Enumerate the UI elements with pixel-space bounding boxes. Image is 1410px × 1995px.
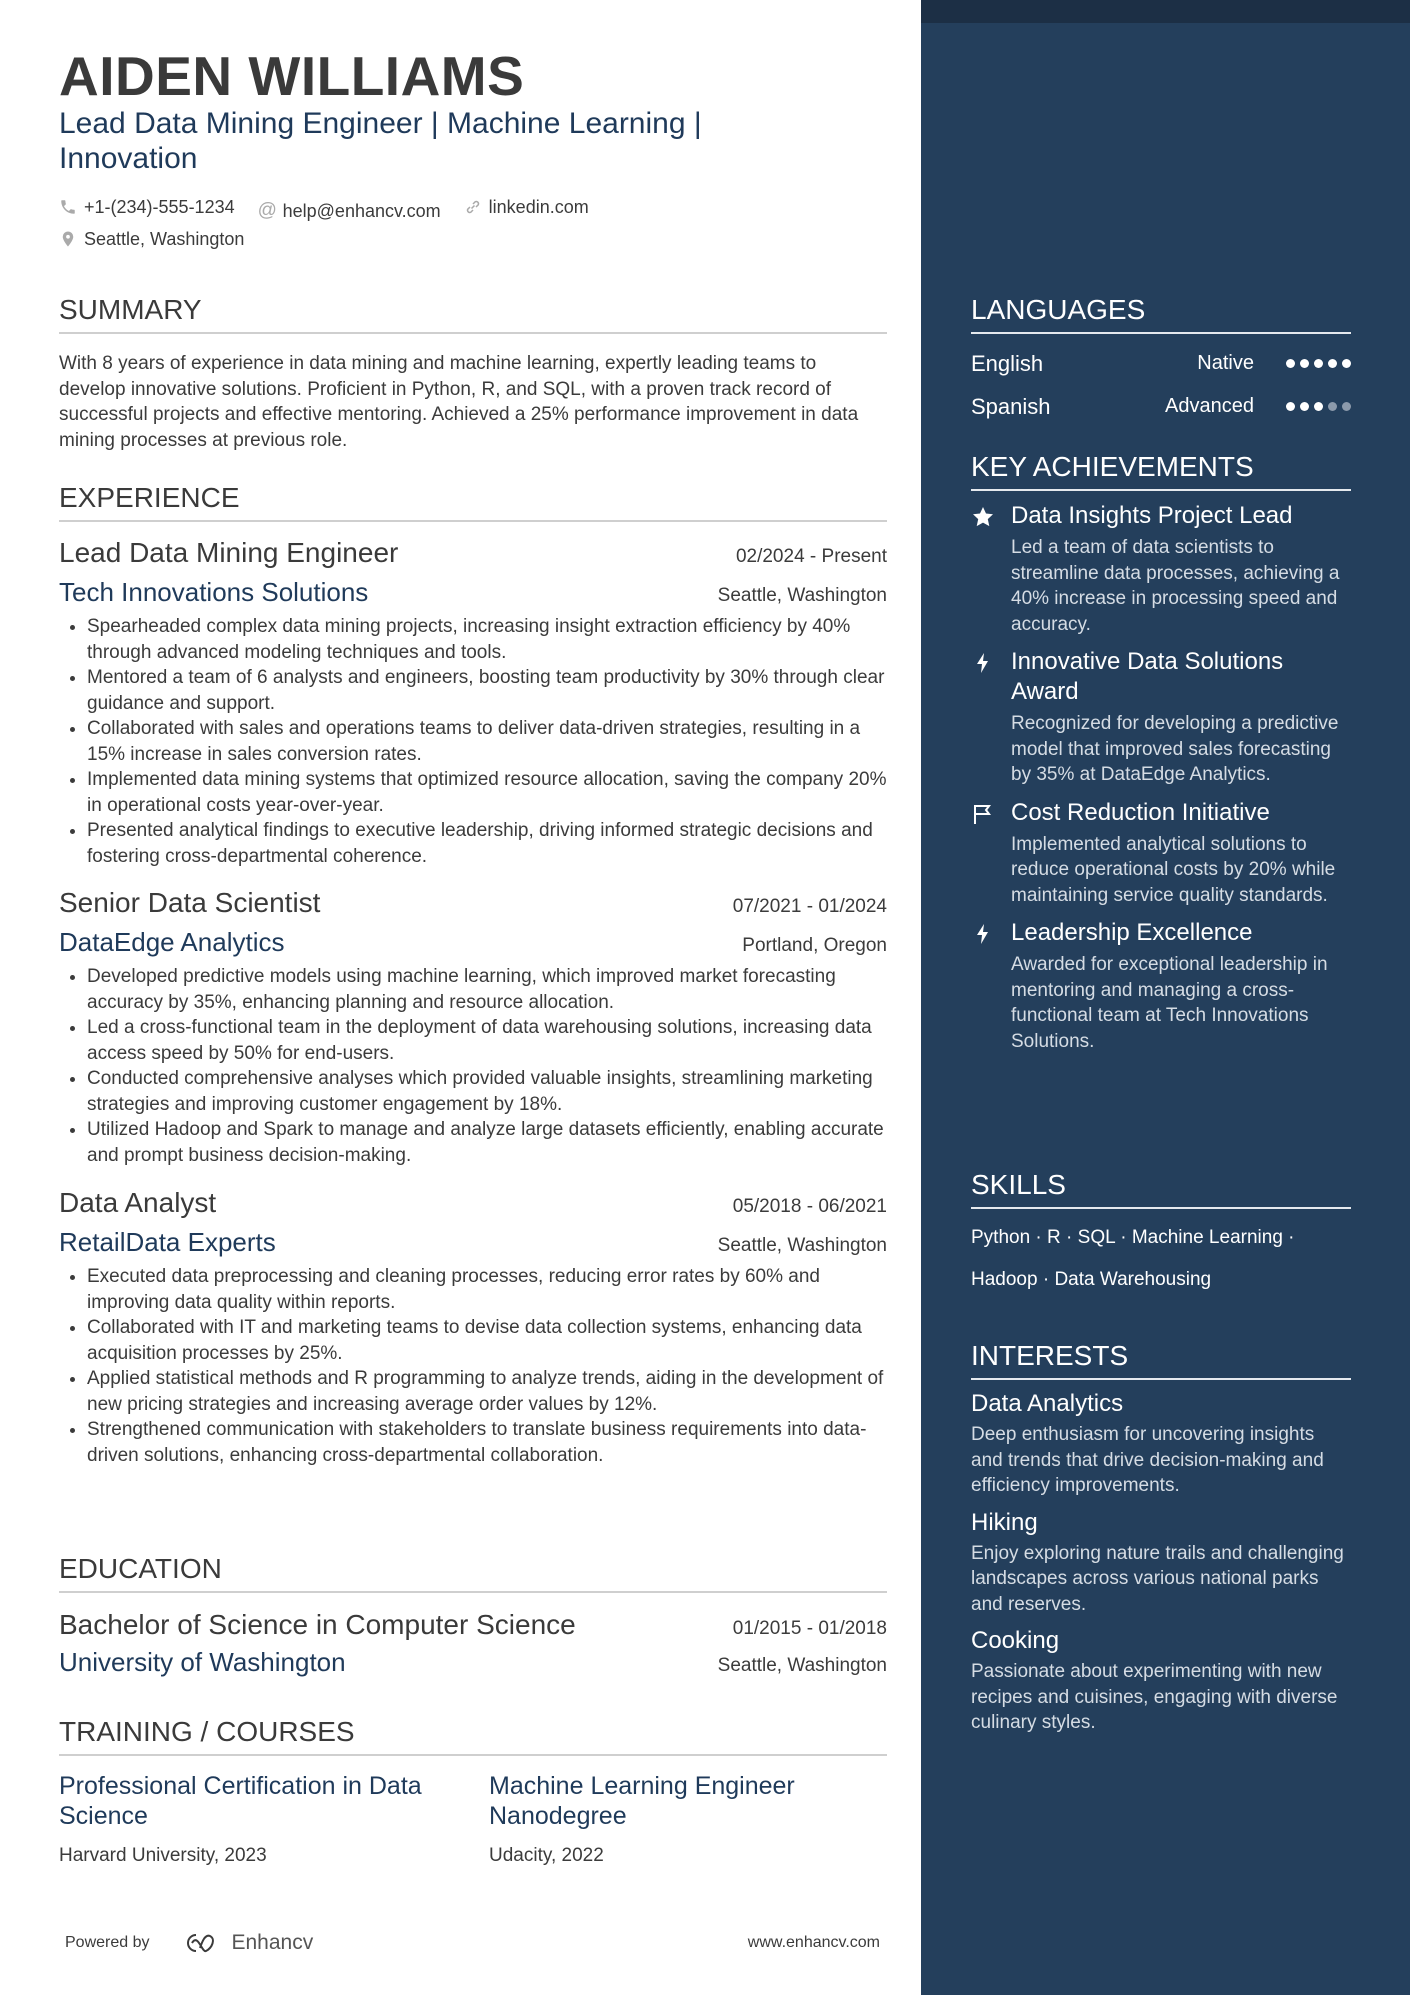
bolt-icon	[971, 651, 995, 675]
languages-heading: LANGUAGES	[971, 294, 1351, 334]
course-org: Harvard University, 2023	[59, 1845, 267, 1866]
enhancv-brand: Enhancv	[231, 1931, 314, 1954]
bullet-item: • Collaborated with sales and operations teams to deliver data-driven strategies, resulting in a 15% increase in sales conversion rates.	[87, 716, 887, 767]
language-item	[971, 342, 1351, 385]
bullet-item: • Collaborated with IT and marketing teams to devise data collection systems, enhancing data acquisition processes by 25%.	[87, 1315, 887, 1366]
skills-heading: SKILLS	[971, 1169, 1351, 1209]
job-title: Senior Data Scientist	[59, 887, 321, 918]
bullet-item: • Developed predictive models using machine learning, which improved market forecasting accuracy by 35%, enhancing planning and resource allocation.	[87, 964, 887, 1015]
sidebar-top-strip	[921, 0, 1410, 23]
education-location: Seattle, Washington	[717, 1655, 887, 1676]
interest-title: Cooking	[971, 1627, 1060, 1654]
education-heading: EDUCATION	[59, 1553, 887, 1593]
job-dates: 02/2024 - Present	[735, 546, 887, 567]
enhancv-logo-icon	[178, 1930, 224, 1956]
experience-heading: EXPERIENCE	[59, 482, 887, 522]
rating-dot	[1300, 359, 1309, 368]
achievements-section	[971, 451, 1351, 1054]
interest-desc: Enjoy exploring nature trails and challenging landscapes across various national parks and reserves.	[971, 1542, 1344, 1615]
footer-url[interactable]: www.enhancv.com	[747, 1934, 880, 1951]
achievement-title: Cost Reduction Initiative	[1011, 798, 1270, 826]
job-title: Lead Data Mining Engineer	[59, 537, 399, 568]
achievement-item	[971, 798, 1351, 909]
job-bullets	[59, 964, 887, 1168]
bullet-item: • Applied statistical methods and R programming to analyze trends, aiding in the development of new pricing strategies and increasing average order values by 12%.	[87, 1366, 887, 1417]
bolt-icon	[971, 922, 995, 946]
link-icon	[464, 198, 482, 216]
rating-dot	[1328, 359, 1337, 368]
job-entry	[59, 887, 887, 1168]
achievement-desc: Implemented analytical solutions to reduce operational costs by 20% while maintaining service quality standards.	[1011, 833, 1336, 906]
linkedin[interactable]: linkedin.com	[464, 193, 589, 221]
rating-dot	[1286, 402, 1295, 411]
skills-list	[971, 1217, 1351, 1301]
bullet-item: • Presented analytical findings to executive leadership, driving informed strategic decisions and fostering cross-departmental coherence.	[87, 818, 887, 869]
course-item	[489, 1771, 887, 1867]
contact-info	[59, 193, 607, 256]
bullet-item: • Spearheaded complex data mining projects, increasing insight extraction efficiency by 40% through advanced modeling techniques and tools.	[87, 614, 887, 665]
achievement-desc: Recognized for developing a predictive model that improved sales forecasting by 35% at DataEdge Analytics.	[1011, 713, 1339, 785]
school: University of Washington	[59, 1647, 346, 1677]
achievement-title: Leadership Excellence	[1011, 919, 1253, 946]
achievements-heading: KEY ACHIEVEMENTS	[971, 451, 1351, 491]
training-list	[59, 1771, 887, 1867]
language-level: Native	[1197, 352, 1254, 374]
interests-heading: INTERESTS	[971, 1340, 1351, 1380]
interest-item	[971, 1390, 1351, 1499]
job-entry	[59, 1187, 887, 1468]
job-bullets	[59, 614, 887, 869]
powered-by: Powered by	[65, 1934, 150, 1951]
course-item	[59, 1771, 489, 1867]
language-rating	[1286, 402, 1351, 411]
training-heading: TRAINING / COURSES	[59, 1716, 887, 1756]
achievement-item	[971, 501, 1351, 637]
rating-dot	[1342, 359, 1351, 368]
footer	[65, 1930, 880, 1956]
rating-dot	[1314, 359, 1323, 368]
job-location: Seattle, Washington	[717, 1235, 887, 1256]
rating-dot	[1286, 359, 1295, 368]
location-pin-icon	[59, 230, 77, 248]
bullet-item: • Conducted comprehensive analyses which provided valuable insights, streamlining marketing strategies and improving customer engagement by 18%.	[87, 1066, 887, 1117]
language-rating	[1286, 359, 1351, 368]
job-dates: 05/2018 - 06/2021	[732, 1196, 887, 1217]
email[interactable]: @ help@enhancv.com	[257, 200, 441, 221]
job-location: Seattle, Washington	[717, 585, 887, 606]
rating-dot	[1300, 402, 1309, 411]
skills-section	[971, 1169, 1351, 1301]
education-dates: 01/2015 - 01/2018	[732, 1618, 887, 1639]
skills-line: Hadoop · Data Warehousing	[971, 1269, 1212, 1290]
language-name: Spanish	[971, 393, 1051, 419]
course-title: Professional Certification in Data Science	[59, 1772, 422, 1830]
company-name: DataEdge Analytics	[59, 927, 285, 957]
degree: Bachelor of Science in Computer Science	[59, 1609, 576, 1640]
location: Seattle, Washington	[59, 225, 244, 253]
at-icon: @	[257, 200, 277, 221]
job-bullets	[59, 1264, 887, 1468]
company-name: RetailData Experts	[59, 1227, 276, 1257]
star-icon	[971, 505, 995, 529]
achievement-item	[971, 647, 1351, 788]
achievement-title: Data Insights Project Lead	[1011, 502, 1293, 529]
bullet-item: • Executed data preprocessing and cleaning processes, reducing error rates by 60% and improving data quality within reports.	[87, 1264, 887, 1315]
bullet-item: • Utilized Hadoop and Spark to manage and analyze large datasets efficiently, enabling accurate and prompt business decision-making.	[87, 1117, 887, 1168]
rating-dot	[1328, 402, 1337, 411]
interest-item	[971, 1509, 1351, 1618]
course-title: Machine Learning Engineer Nanodegree	[489, 1772, 795, 1830]
company-name: Tech Innovations Solutions	[59, 577, 369, 607]
language-item	[971, 385, 1351, 428]
job-title: Data Analyst	[59, 1187, 217, 1218]
summary-text: With 8 years of experience in data mining and machine learning, expertly leading teams to develop innovative solutions. Proficient in Python, R, and SQL, with a proven track record of successful projects and effective mentoring. Achieved a 25% performance improvement in data mining processes at previous role.	[59, 353, 859, 451]
achievement-title: Innovative Data Solutions Award	[1011, 648, 1284, 705]
interests-section	[971, 1340, 1351, 1736]
bullet-item: • Led a cross-functional team in the deployment of data warehousing solutions, increasing data access speed by 50% for end-users.	[87, 1015, 887, 1066]
bullet-item: • Mentored a team of 6 analysts and engineers, boosting team productivity by 30% through clear guidance and support.	[87, 665, 887, 716]
rating-dot	[1342, 402, 1351, 411]
summary-heading: SUMMARY	[59, 294, 887, 334]
job-location: Portland, Oregon	[742, 935, 887, 956]
language-level: Advanced	[1165, 395, 1254, 417]
sidebar	[921, 0, 1410, 1995]
candidate-name: AIDEN WILLIAMS	[59, 45, 525, 107]
achievement-desc: Awarded for exceptional leadership in mentoring and managing a cross-functional team at Tech Innovations Solutions.	[1011, 954, 1328, 1052]
rating-dot	[1314, 402, 1323, 411]
candidate-title: Lead Data Mining Engineer | Machine Learning | Innovation	[59, 107, 702, 175]
skills-line: Python · R · SQL · Machine Learning ·	[971, 1227, 1295, 1248]
course-org: Udacity, 2022	[489, 1845, 604, 1866]
bullet-item: • Strengthened communication with stakeholders to translate business requirements into data-driven solutions, enhancing cross-departmental collaboration.	[87, 1417, 887, 1468]
interest-title: Data Analytics	[971, 1390, 1124, 1417]
phone: +1-(234)-555-1234	[59, 193, 235, 221]
language-name: English	[971, 350, 1044, 376]
bullet-item: • Implemented data mining systems that optimized resource allocation, saving the company 20% in operational costs year-over-year.	[87, 767, 887, 818]
job-entry	[59, 537, 887, 869]
education-entry	[59, 1609, 887, 1678]
interest-desc: Deep enthusiasm for uncovering insights and trends that drive decision-making and efficiency improvements.	[971, 1424, 1324, 1496]
languages-section	[971, 294, 1351, 428]
flag-icon	[971, 802, 995, 826]
interest-title: Hiking	[971, 1508, 1038, 1536]
achievement-desc: Led a team of data scientists to streamline data processes, achieving a 40% increase in processing speed and accuracy.	[1011, 537, 1340, 635]
job-dates: 07/2021 - 01/2024	[732, 896, 887, 917]
interest-desc: Passionate about experimenting with new recipes and cuisines, engaging with diverse culinary styles.	[971, 1661, 1338, 1733]
phone-icon	[59, 198, 77, 216]
achievement-item	[971, 918, 1351, 1054]
interest-item	[971, 1627, 1351, 1736]
